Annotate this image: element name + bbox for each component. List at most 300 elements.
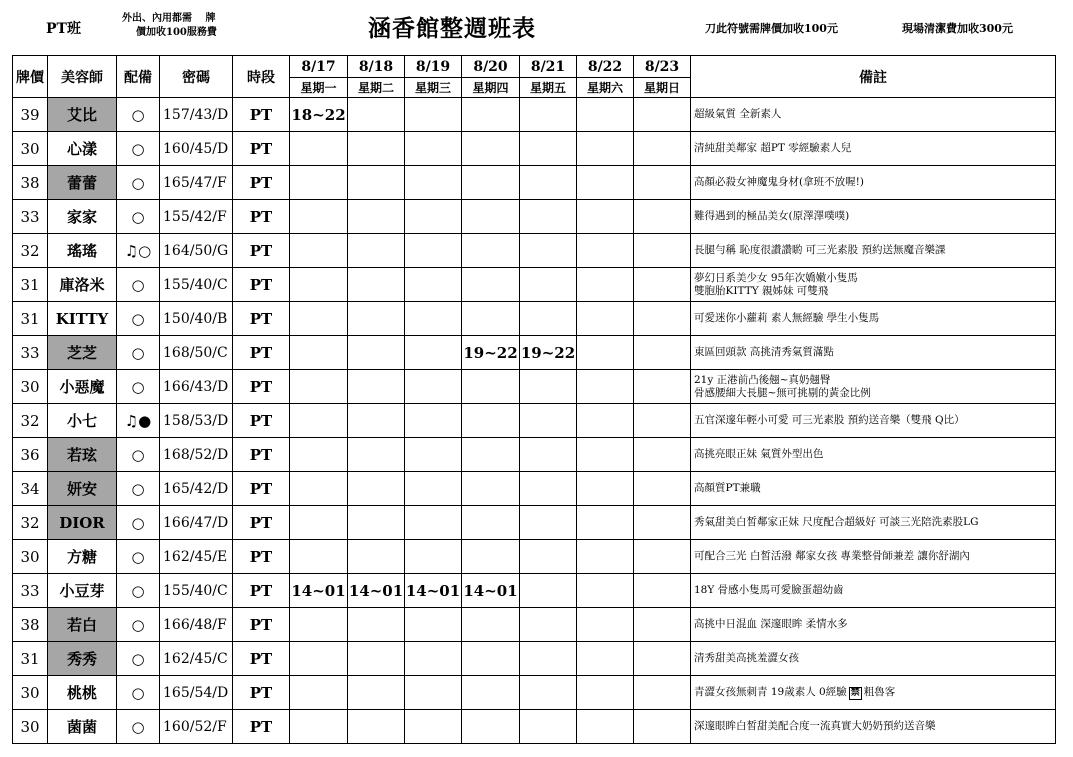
date-header: 8/19 (405, 56, 462, 78)
price-cell: 30 (13, 540, 48, 574)
remark-line (694, 210, 1055, 223)
date-header: 8/18 (348, 56, 405, 78)
equipment-cell: ○ (117, 710, 160, 744)
schedule-cell (634, 438, 691, 472)
equipment-cell: ○ (117, 472, 160, 506)
schedule-cell (462, 302, 520, 336)
table-row (13, 268, 1056, 302)
schedule-cell (577, 98, 634, 132)
equipment-cell: ○ (117, 336, 160, 370)
slot-cell: PT (233, 642, 290, 676)
equipment-cell: ○ (117, 574, 160, 608)
remark-text: 秀氣甜美白皙鄰家正妹 尺度配合超級好 可談三光陪洗素股LG (694, 516, 979, 528)
schedule-cell: 14~01 (290, 574, 348, 608)
schedule-cell (462, 268, 520, 302)
schedule-cell (462, 200, 520, 234)
schedule-cell (520, 540, 577, 574)
schedule-cell (577, 404, 634, 438)
remark-cell (691, 302, 1056, 336)
weekday-header: 星期二 (348, 78, 405, 98)
slot-cell: PT (233, 132, 290, 166)
equipment-cell: ○ (117, 676, 160, 710)
remark-cell (691, 608, 1056, 642)
equipment-cell: ○ (117, 608, 160, 642)
cleaning-fee-note: 現場清潔費加收300元 (902, 22, 1013, 35)
schedule-cell (577, 370, 634, 404)
schedule-cell (462, 676, 520, 710)
equipment-cell: ○ (117, 540, 160, 574)
schedule-cell (520, 676, 577, 710)
price-cell: 32 (13, 404, 48, 438)
schedule-cell (634, 506, 691, 540)
header-row-dates (13, 56, 1056, 78)
code-cell: 160/52/F (160, 710, 233, 744)
slot-cell: PT (233, 608, 290, 642)
equipment-cell: ○ (117, 98, 160, 132)
table-row (13, 574, 1056, 608)
schedule-cell (577, 268, 634, 302)
remark-text: 雙胞胎KITTY 親姊妹 可雙飛 (694, 284, 829, 297)
price-cell: 30 (13, 370, 48, 404)
schedule-cell (577, 506, 634, 540)
schedule-cell (290, 472, 348, 506)
remark-cell (691, 540, 1056, 574)
slot-cell: PT (233, 574, 290, 608)
schedule-cell (405, 540, 462, 574)
remark-line (694, 142, 1055, 155)
schedule-cell (634, 710, 691, 744)
schedule-cell (290, 608, 348, 642)
schedule-cell (520, 268, 577, 302)
price-cell: 31 (13, 302, 48, 336)
page-title: 涵香館整週班表 (368, 15, 536, 42)
table-row (13, 608, 1056, 642)
schedule-cell (290, 302, 348, 336)
code-cell: 164/50/G (160, 234, 233, 268)
schedule-cell (462, 472, 520, 506)
remark-line (694, 482, 1055, 495)
page-header (0, 0, 1073, 55)
price-cell: 30 (13, 676, 48, 710)
remark-text: 高挑亮眼正妹 氣質外型出色 (694, 448, 824, 460)
schedule-cell (348, 268, 405, 302)
code-cell: 166/47/D (160, 506, 233, 540)
therapist-name: 小惡魔 (48, 370, 117, 404)
schedule-cell (634, 132, 691, 166)
schedule-cell (577, 132, 634, 166)
remark-line (694, 108, 1055, 121)
schedule-cell (577, 540, 634, 574)
schedule-cell (348, 234, 405, 268)
equipment-cell: ○ (117, 302, 160, 336)
schedule-cell (462, 132, 520, 166)
therapist-name: 妍安 (48, 472, 117, 506)
schedule-cell (348, 404, 405, 438)
code-cell: 160/45/D (160, 132, 233, 166)
schedule-cell (405, 336, 462, 370)
weekday-header: 星期四 (462, 78, 520, 98)
remark-cell (691, 234, 1056, 268)
therapist-name: 艾比 (48, 98, 117, 132)
class-label: PT班 (46, 21, 81, 37)
remark-text: 夢幻日系美少女 95年次嬌嫩小隻馬 (694, 271, 858, 284)
slot-cell: PT (233, 404, 290, 438)
remark-cell (691, 574, 1056, 608)
code-cell: 162/45/E (160, 540, 233, 574)
table-row (13, 676, 1056, 710)
schedule-cell (290, 540, 348, 574)
schedule-cell: 19~22 (462, 336, 520, 370)
price-cell: 33 (13, 574, 48, 608)
remark-text: 18Y 骨感小隻馬可愛臉蛋超幼齒 (694, 584, 844, 596)
slot-cell: PT (233, 200, 290, 234)
table-row (13, 710, 1056, 744)
slot-cell: PT (233, 166, 290, 200)
schedule-cell (520, 438, 577, 472)
schedule-cell (577, 574, 634, 608)
schedule-cell (520, 710, 577, 744)
code-cell: 165/47/F (160, 166, 233, 200)
remark-text: 高顏必殺女神魔鬼身材(拿班不放喔!) (694, 176, 864, 188)
schedule-cell (634, 404, 691, 438)
schedule-cell (577, 438, 634, 472)
equipment-cell: ○ (117, 370, 160, 404)
schedule-cell (348, 676, 405, 710)
remark-line (694, 346, 1055, 359)
schedule-cell (462, 438, 520, 472)
slot-cell: PT (233, 336, 290, 370)
price-cell: 30 (13, 710, 48, 744)
schedule-cell (634, 676, 691, 710)
price-cell: 38 (13, 608, 48, 642)
code-cell: 155/42/F (160, 200, 233, 234)
remark-line (694, 448, 1055, 461)
slot-cell: PT (233, 234, 290, 268)
schedule-cell (405, 710, 462, 744)
schedule-cell (462, 404, 520, 438)
schedule-cell: 14~01 (348, 574, 405, 608)
weekday-header: 星期五 (520, 78, 577, 98)
remark-line (694, 374, 1055, 387)
service-fee-note-line2: 價加收100服務費 (136, 27, 217, 38)
price-cell: 30 (13, 132, 48, 166)
schedule-cell (405, 472, 462, 506)
schedule-cell (405, 676, 462, 710)
date-header: 8/22 (577, 56, 634, 78)
price-cell: 32 (13, 234, 48, 268)
schedule-cell (577, 608, 634, 642)
schedule-cell (462, 642, 520, 676)
schedule-cell (520, 608, 577, 642)
schedule-cell (290, 166, 348, 200)
equipment-cell: ♫○ (117, 234, 160, 268)
schedule-cell (348, 540, 405, 574)
remark-text: 五官深邃年輕小可愛 可三光素股 預約送音樂（雙飛 Q比） (694, 414, 965, 426)
schedule-cell (634, 608, 691, 642)
schedule-cell (405, 200, 462, 234)
remark-text: 難得遇到的極品美女(原澤澤噗噗) (694, 210, 850, 222)
schedule-cell (577, 336, 634, 370)
code-cell: 150/40/B (160, 302, 233, 336)
remark-text: 高挑中日混血 深邃眼眸 柔情水多 (694, 618, 848, 630)
schedule-cell: 14~01 (462, 574, 520, 608)
equipment-cell: ○ (117, 166, 160, 200)
schedule-cell (348, 710, 405, 744)
therapist-name: 若白 (48, 608, 117, 642)
table-row (13, 370, 1056, 404)
schedule-cell (634, 200, 691, 234)
remark-tail: 粗魯客 (863, 685, 896, 698)
col-name-header: 美容師 (48, 56, 117, 98)
schedule-cell (462, 98, 520, 132)
weekday-header: 星期六 (577, 78, 634, 98)
schedule-cell (520, 472, 577, 506)
schedule-cell (520, 302, 577, 336)
schedule-cell (520, 404, 577, 438)
col-code-header: 密碼 (160, 56, 233, 98)
therapist-name: 桃桃 (48, 676, 117, 710)
remark-line (694, 720, 1055, 733)
remark-text: 超級氣質 全新素人 (694, 108, 782, 120)
schedule-cell (348, 472, 405, 506)
remark-text: 青澀女孩無刺青 19歲素人 0經驗 (694, 685, 847, 698)
schedule-cell (290, 438, 348, 472)
remark-text: 可配合三光 白皙活潑 鄰家女孩 專業整骨師兼差 讓你舒湖內 (694, 550, 970, 562)
schedule-cell (290, 234, 348, 268)
remark-line (694, 272, 1055, 285)
service-fee-note (122, 12, 217, 40)
slot-cell: PT (233, 268, 290, 302)
remark-line (694, 652, 1055, 665)
equipment-cell: ○ (117, 506, 160, 540)
table-row (13, 642, 1056, 676)
table-row (13, 506, 1056, 540)
table-row (13, 166, 1056, 200)
date-header: 8/23 (634, 56, 691, 78)
therapist-name: 芝芝 (48, 336, 117, 370)
price-cell: 31 (13, 642, 48, 676)
table-row (13, 404, 1056, 438)
date-header: 8/21 (520, 56, 577, 78)
schedule-cell (290, 132, 348, 166)
col-price-header: 牌價 (13, 56, 48, 98)
schedule-cell (577, 472, 634, 506)
schedule-cell (634, 472, 691, 506)
remark-line (694, 686, 1055, 700)
slot-cell: PT (233, 438, 290, 472)
schedule-cell (405, 166, 462, 200)
remark-cell (691, 268, 1056, 302)
code-cell: 166/43/D (160, 370, 233, 404)
code-cell: 165/42/D (160, 472, 233, 506)
schedule-cell (634, 166, 691, 200)
schedule-cell (290, 200, 348, 234)
schedule-cell: 14~01 (405, 574, 462, 608)
code-cell: 168/50/C (160, 336, 233, 370)
schedule-cell (405, 98, 462, 132)
slot-cell: PT (233, 710, 290, 744)
therapist-name: 若玹 (48, 438, 117, 472)
remark-cell (691, 166, 1056, 200)
schedule-table (12, 55, 1056, 744)
schedule-cell (577, 710, 634, 744)
remark-cell (691, 676, 1056, 710)
schedule-cell (520, 574, 577, 608)
schedule-cell (348, 200, 405, 234)
code-cell: 168/52/D (160, 438, 233, 472)
slot-cell: PT (233, 98, 290, 132)
code-cell: 162/45/C (160, 642, 233, 676)
schedule-cell (290, 268, 348, 302)
schedule-cell (634, 268, 691, 302)
remark-line (694, 550, 1055, 563)
equipment-cell: ○ (117, 642, 160, 676)
table-row (13, 200, 1056, 234)
weekday-header: 星期日 (634, 78, 691, 98)
therapist-name: KITTY (48, 302, 117, 336)
schedule-cell (405, 404, 462, 438)
schedule-cell (462, 540, 520, 574)
schedule-cell (520, 234, 577, 268)
therapist-name: 家家 (48, 200, 117, 234)
schedule-cell (462, 608, 520, 642)
col-equip-header: 配備 (117, 56, 160, 98)
schedule-cell (577, 676, 634, 710)
schedule-cell (405, 506, 462, 540)
price-surcharge-note: ⁠刀此符號需牌價加收100元 (705, 22, 838, 35)
schedule-cell (577, 302, 634, 336)
therapist-name: 秀秀 (48, 642, 117, 676)
remark-text: 清秀甜美高挑羞澀女孩 (694, 652, 799, 664)
schedule-cell (462, 370, 520, 404)
table-row (13, 234, 1056, 268)
code-cell: 165/54/D (160, 676, 233, 710)
schedule-cell (577, 642, 634, 676)
schedule-cell (634, 98, 691, 132)
slot-cell: PT (233, 540, 290, 574)
code-cell: 166/48/F (160, 608, 233, 642)
therapist-name: 蕾蕾 (48, 166, 117, 200)
schedule-cell (462, 506, 520, 540)
schedule-cell (634, 336, 691, 370)
schedule-cell (634, 370, 691, 404)
ban-badge: 禁 (850, 687, 860, 698)
date-header: 8/20 (462, 56, 520, 78)
slot-cell: PT (233, 370, 290, 404)
price-cell: 34 (13, 472, 48, 506)
remark-line (694, 244, 1055, 257)
schedule-cell (520, 642, 577, 676)
price-cell: 33 (13, 200, 48, 234)
schedule-cell (290, 404, 348, 438)
remark-text: 高顏質PT兼職 (694, 482, 761, 494)
schedule-cell (577, 234, 634, 268)
schedule-cell (520, 166, 577, 200)
code-cell: 157/43/D (160, 98, 233, 132)
remark-text: 清純甜美鄰家 超PT 零經驗素人兒 (694, 142, 852, 154)
schedule-cell (405, 234, 462, 268)
price-cell: 38 (13, 166, 48, 200)
schedule-cell (577, 200, 634, 234)
remark-line (694, 516, 1055, 529)
table-row (13, 540, 1056, 574)
schedule-cell (520, 370, 577, 404)
schedule-cell (577, 166, 634, 200)
remark-cell (691, 642, 1056, 676)
schedule-cell (405, 132, 462, 166)
therapist-name: DIOR (48, 506, 117, 540)
table-row (13, 336, 1056, 370)
therapist-name: 瑤瑤 (48, 234, 117, 268)
schedule-cell (462, 234, 520, 268)
schedule-cell (290, 710, 348, 744)
schedule-rows (13, 98, 1056, 744)
therapist-name: 心漾 (48, 132, 117, 166)
schedule-cell (520, 506, 577, 540)
slot-cell: PT (233, 302, 290, 336)
schedule-cell (405, 302, 462, 336)
table-row (13, 302, 1056, 336)
schedule-cell (520, 200, 577, 234)
remark-text: 長腿勻稱 恥度很讚讚喲 可三光素股 預約送無魔音樂課 (694, 244, 946, 256)
remark-text: 可愛迷你小蘿莉 素人無經驗 學生小隻馬 (694, 312, 880, 324)
schedule-cell (348, 98, 405, 132)
schedule-cell (520, 132, 577, 166)
table-row (13, 98, 1056, 132)
remark-line (694, 312, 1055, 325)
therapist-name: 方糖 (48, 540, 117, 574)
schedule-cell (348, 642, 405, 676)
schedule-cell (634, 302, 691, 336)
weekday-header: 星期一 (290, 78, 348, 98)
remark-cell (691, 506, 1056, 540)
remark-cell (691, 472, 1056, 506)
remark-cell (691, 132, 1056, 166)
schedule-cell (348, 438, 405, 472)
remark-line (694, 414, 1055, 427)
schedule-cell (290, 506, 348, 540)
slot-cell: PT (233, 506, 290, 540)
schedule-cell (405, 268, 462, 302)
code-cell: 155/40/C (160, 268, 233, 302)
remark-cell (691, 710, 1056, 744)
schedule-cell (634, 234, 691, 268)
schedule-cell: 19~22 (520, 336, 577, 370)
date-header: 8/17 (290, 56, 348, 78)
schedule-cell (405, 608, 462, 642)
code-cell: 158/53/D (160, 404, 233, 438)
equipment-cell: ○ (117, 132, 160, 166)
schedule-cell (348, 302, 405, 336)
remark-cell (691, 370, 1056, 404)
schedule-cell (348, 370, 405, 404)
table-row (13, 472, 1056, 506)
schedule-cell (348, 132, 405, 166)
col-slot-header: 時段 (233, 56, 290, 98)
schedule-cell: 18~22 (290, 98, 348, 132)
code-cell: 155/40/C (160, 574, 233, 608)
remark-cell (691, 336, 1056, 370)
remark-cell (691, 404, 1056, 438)
equipment-cell: ○ (117, 200, 160, 234)
price-cell: 31 (13, 268, 48, 302)
schedule-cell (405, 370, 462, 404)
remark-text: 東區回頭款 高挑清秀氣質滿點 (694, 346, 834, 358)
slot-cell: PT (233, 472, 290, 506)
schedule-cell (462, 166, 520, 200)
table-row (13, 438, 1056, 472)
equipment-cell: ○ (117, 438, 160, 472)
